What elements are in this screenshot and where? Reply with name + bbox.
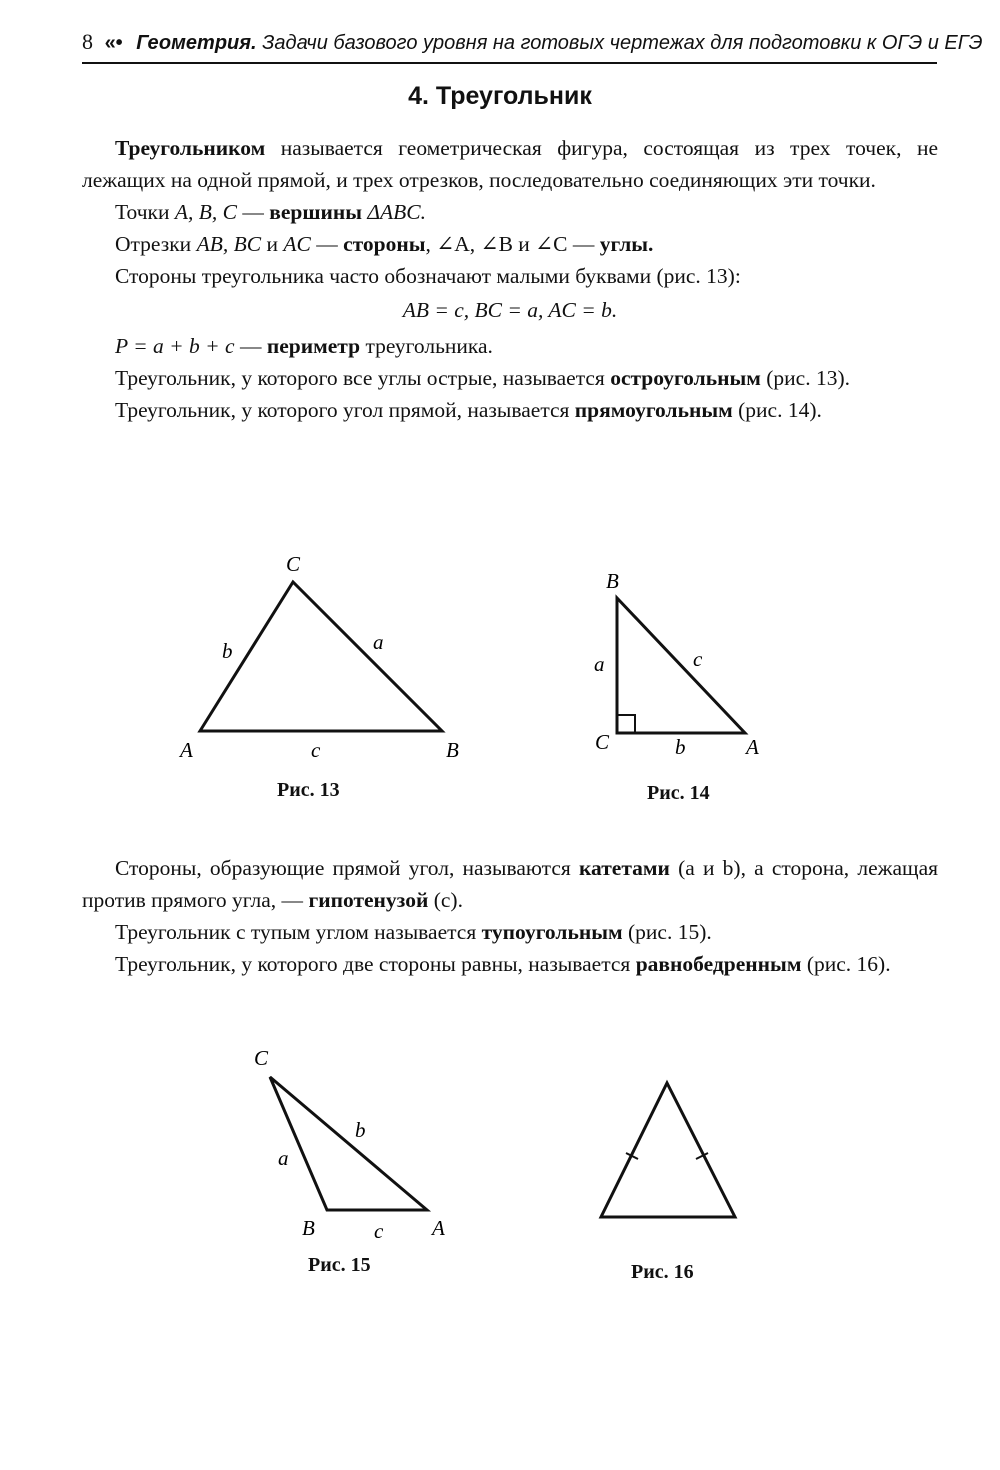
caption-fig-15: Рис. 15	[308, 1254, 371, 1276]
right-triangle-shape	[617, 598, 745, 733]
text: (рис. 16).	[801, 952, 891, 976]
definition-paragraph	[82, 132, 938, 196]
figure-16-isosceles-triangle	[590, 1070, 750, 1230]
perimeter-formula: P = a + b + c	[115, 334, 235, 358]
term-acute: остроугольным	[610, 366, 761, 390]
label-side-b: b	[355, 1118, 366, 1142]
vertices-paragraph	[82, 196, 938, 228]
label-side-c: c	[311, 738, 321, 762]
label-vertex-c: C	[595, 730, 610, 754]
right-paragraph	[82, 394, 938, 426]
term-right: прямоугольным	[574, 398, 733, 422]
notation-paragraph: Стороны треугольника часто обозначают малыми буквами (рис. 13):	[115, 264, 741, 288]
acute-triangle-shape	[200, 582, 442, 731]
sides-formula: AB = c, BC = a, AC = b.	[402, 298, 618, 322]
text: Треугольник, у которого все углы острые, называется	[115, 366, 611, 390]
text: Треугольник, у которого две стороны равны, называется	[115, 952, 636, 976]
term-perimeter: периметр	[266, 334, 361, 358]
isosceles-triangle-shape	[601, 1083, 735, 1217]
caption-fig-16: Рис. 16	[631, 1261, 694, 1283]
term-vertices: вершины	[269, 200, 363, 224]
sides: AB, BC	[196, 232, 262, 256]
right-angle-mark	[617, 715, 635, 733]
header-mark-icon: «•	[104, 32, 123, 54]
term-isosceles: равнобедренным	[635, 952, 802, 976]
caption-fig-13: Рис. 13	[277, 779, 340, 801]
obtuse-triangle-shape	[270, 1077, 427, 1210]
text: —	[236, 200, 270, 224]
label-side-a: a	[278, 1146, 289, 1170]
book-title: Геометрия.	[136, 32, 257, 54]
page-number: 8	[82, 29, 93, 54]
text-block-1	[82, 132, 938, 426]
running-header	[82, 28, 983, 64]
text: и	[261, 232, 284, 256]
text: Треугольник с тупым углом называется	[115, 920, 482, 944]
label-vertex-b: B	[446, 738, 459, 762]
term-hypotenuse: гипотенузой	[308, 888, 429, 912]
term-sides: стороны	[343, 232, 426, 256]
figure-15-obtuse-triangle	[240, 1040, 470, 1250]
text: треугольника.	[360, 334, 493, 358]
text: (c).	[428, 888, 463, 912]
term-angles: углы.	[599, 232, 654, 256]
label-vertex-a: A	[432, 1216, 445, 1240]
sides-paragraph	[82, 228, 938, 260]
label-side-b: b	[675, 735, 686, 759]
term-triangle: Треугольником	[115, 136, 266, 160]
label-vertex-b: B	[302, 1216, 315, 1240]
triangle-abc: ΔABC.	[362, 200, 427, 224]
label-side-a: a	[373, 630, 384, 654]
label-side-b: b	[222, 639, 233, 663]
definition-text: называется геометрическая фигура, состоящая из трех точек, не лежащих на одной прямой, и трех отрезков, последовательно соединяющих эти точки.	[82, 136, 938, 192]
text-block-2	[82, 852, 938, 980]
label-vertex-a: A	[180, 738, 193, 762]
book-subtitle: Задачи базового уровня на готовых чертежах для подготовки к ОГЭ и ЕГЭ	[262, 32, 983, 54]
points: A, B, C	[174, 200, 237, 224]
label-side-c: c	[374, 1219, 384, 1243]
text: (a и b), а сторона, лежащая против прямого угла, —	[82, 856, 938, 912]
label-side-a: a	[594, 652, 605, 676]
text: (рис. 15).	[622, 920, 712, 944]
text: Стороны, образующие прямой угол, называются	[115, 856, 579, 880]
figure-13-acute-triangle	[170, 545, 480, 775]
obtuse-paragraph	[82, 916, 938, 948]
label-vertex-c: C	[286, 552, 301, 576]
text: Точки	[115, 200, 175, 224]
angles: , ∠A, ∠B и ∠C —	[425, 232, 600, 256]
text: (рис. 14).	[732, 398, 822, 422]
label-vertex-b: B	[606, 569, 619, 593]
text: Отрезки	[115, 232, 197, 256]
text: (рис. 13).	[760, 366, 851, 390]
label-side-c: c	[693, 647, 703, 671]
term-obtuse: тупоугольным	[481, 920, 623, 944]
caption-fig-14: Рис. 14	[647, 782, 710, 804]
figure-14-right-triangle	[585, 565, 775, 765]
perimeter-paragraph	[82, 330, 938, 362]
label-vertex-a: A	[746, 735, 759, 759]
label-vertex-c: C	[254, 1046, 269, 1070]
text: —	[234, 334, 267, 358]
text: —	[310, 232, 344, 256]
side-ac: AC	[283, 232, 311, 256]
legs-paragraph	[82, 852, 938, 916]
section-title: 4. Треугольник	[408, 82, 592, 110]
term-legs: катетами	[578, 856, 670, 880]
acute-paragraph	[82, 362, 938, 394]
isosceles-paragraph	[82, 948, 938, 980]
text: Треугольник, у которого угол прямой, называется	[115, 398, 575, 422]
